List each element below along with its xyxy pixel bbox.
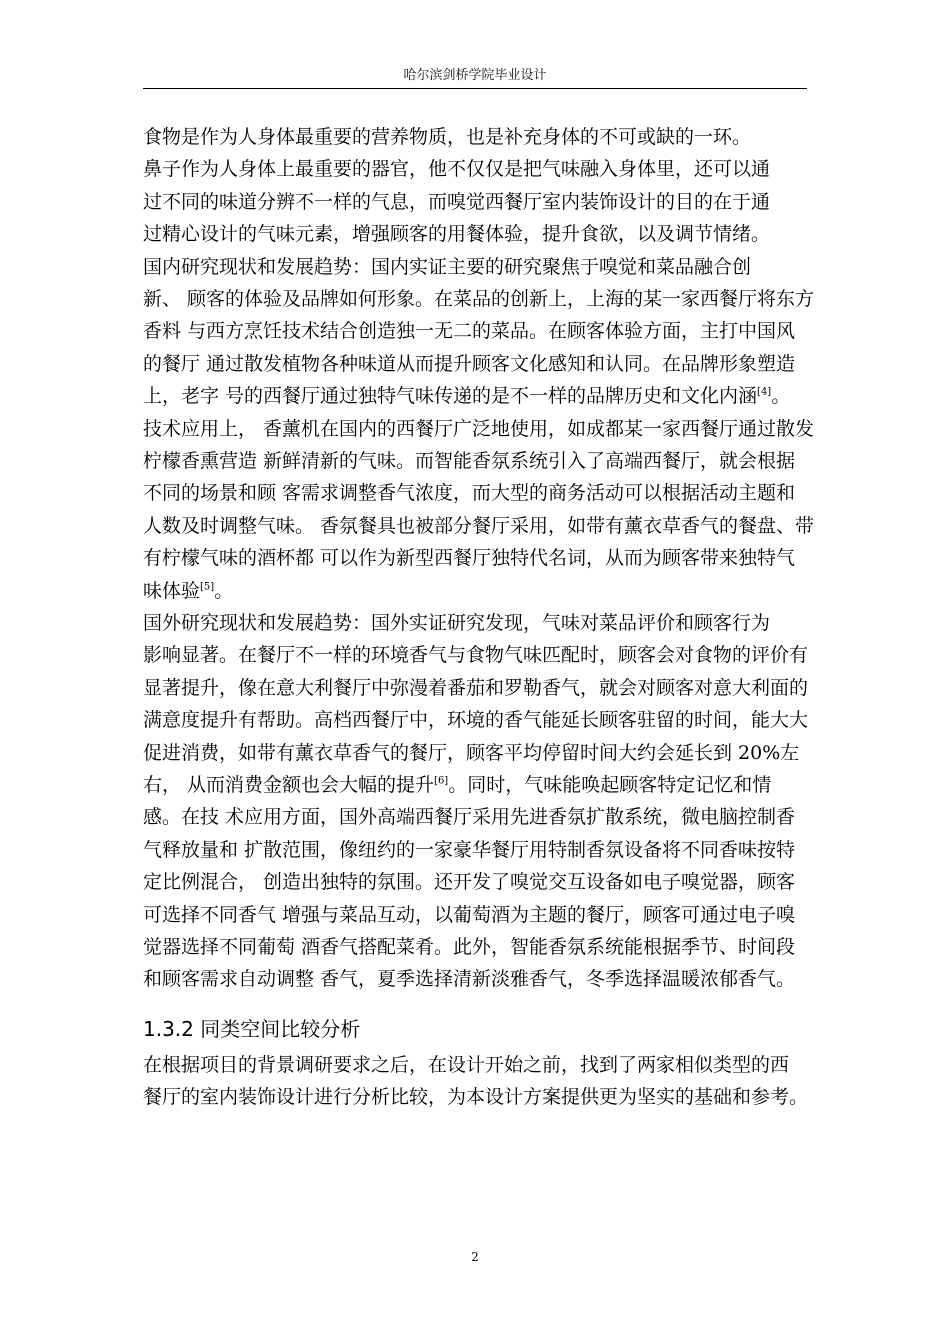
line-text: 柠檬香熏营造 新鲜清新的气味。而智能香氛系统引入了高端西餐厅，就会根据 — [143, 450, 796, 472]
text-line — [143, 125, 813, 149]
line-text: 右， 从而消费金额也会大幅的提升 — [143, 774, 435, 796]
line-text-after: 。 — [771, 385, 791, 408]
line-text: 和顾客需求自动调整 香气，夏季选择清新淡雅香气，冬季选择温暖浓郁香气。 — [143, 968, 796, 991]
line-text-after: 。同时，气味能唤起顾客特定记忆和情 — [448, 774, 772, 796]
section-heading: 1.3.2 同类空间比较分析 — [143, 1017, 361, 1041]
line-text: 食物是作为人身体最重要的营养物质，也是补充身体的不可或缺的一环。 — [143, 126, 752, 148]
text-line — [143, 1053, 813, 1077]
page-number: 2 — [471, 1250, 479, 1264]
text-line — [143, 514, 813, 538]
text-line — [143, 384, 813, 408]
text-line — [143, 157, 813, 181]
text-line — [143, 805, 813, 829]
text-line — [143, 838, 813, 862]
text-line — [143, 741, 813, 765]
line-text: 国内研究现状和发展趋势：国内实证主要的研究聚焦于嗅觉和菜品融合创 — [143, 255, 752, 278]
line-text: 国外研究现状和发展趋势：国外实证研究发现，气味对菜品评价和顾客行为 — [143, 612, 771, 634]
text-line — [143, 255, 813, 279]
line-text: 促进消费，如带有薰衣草香气的餐厅，顾客平均停留时间大约会延长到 20%左 — [143, 741, 800, 764]
line-text: 过精心设计的气味元素，增强顾客的用餐体验，提升食欲，以及调节情绪。 — [143, 223, 771, 246]
text-line — [143, 676, 813, 700]
line-text: 影响显著。在餐厅不一样的环境香气与食物气味匹配时，顾客会对食物的评价有 — [143, 644, 809, 667]
line-text: 在根据项目的背景调研要求之后，在设计开始之前，找到了两家相似类型的西 — [143, 1054, 790, 1076]
text-line — [143, 967, 813, 991]
line-text: 人数及时调整气味。 香氛餐具也被部分餐厅采用，如带有薰衣草香气的餐盘、带 — [143, 514, 815, 537]
line-text: 餐厅的室内装饰设计进行分析比较，为本设计方案提供更为坚实的基础和参考。 — [143, 1086, 809, 1109]
text-line — [143, 579, 813, 603]
line-text-after: 。 — [214, 579, 234, 602]
text-line — [143, 222, 813, 246]
line-text: 味体验 — [143, 579, 201, 602]
page-header: 哈尔滨剑桥学院毕业设计 — [403, 68, 547, 83]
text-line — [143, 352, 813, 376]
text-line — [143, 870, 813, 894]
text-line — [143, 287, 813, 311]
text-line — [143, 773, 813, 797]
line-text: 上，老字 号的西餐厅通过独特气味传递的是不一样的品牌历史和文化内涵 — [143, 385, 758, 408]
line-text: 香料 与西方烹饪技术结合创造独一无二的菜品。在顾客体验方面，主打中国风 — [143, 320, 796, 343]
header-rule — [143, 88, 807, 89]
line-text: 显著提升，像在意大利餐厅中弥漫着番茄和罗勒香气，就会对顾客对意大利面的 — [143, 676, 809, 699]
text-line — [143, 935, 813, 959]
citation-marker: [6] — [434, 775, 449, 787]
line-text: 有柠檬气味的酒杯都 可以作为新型西餐厅独特代名词，从而为顾客带来独特气 — [143, 547, 796, 570]
line-text: 的餐厅 通过散发植物各种味道从而提升顾客文化感知和认同。在品牌形象塑造 — [143, 352, 796, 375]
text-line — [143, 1085, 813, 1109]
text-line — [143, 903, 813, 927]
line-text: 不同的场景和顾 客需求调整香气浓度，而大型的商务活动可以根据活动主题和 — [143, 482, 796, 505]
line-text: 定比例混合， 创造出独特的氛围。还开发了嗅觉交互设备如电子嗅觉器，顾客 — [143, 871, 796, 894]
line-text: 新、 顾客的体验及品牌如何形象。在菜品的创新上，上海的某一家西餐厅将东方 — [143, 288, 815, 310]
text-line — [143, 190, 813, 214]
text-line — [143, 643, 813, 667]
line-text: 满意度提升有帮助。高档西餐厅中，环境的香气能延长顾客驻留的时间，能大大 — [143, 709, 809, 732]
text-line — [143, 319, 813, 343]
line-text: 觉器选择不同葡萄 酒香气搭配菜肴。此外，智能香氛系统能根据季节、时间段 — [143, 936, 796, 958]
citation-marker: [5] — [200, 581, 215, 593]
line-text: 气释放量和 扩散范围，像纽约的一家豪华餐厅用特制香氛设备将不同香味按特 — [143, 838, 796, 861]
text-line — [143, 708, 813, 732]
text-line — [143, 481, 813, 505]
text-line — [143, 449, 813, 473]
line-text: 过不同的味道分辨不一样的气息，而嗅觉西餐厅室内装饰设计的目的在于通 — [143, 190, 771, 213]
citation-marker: [4] — [757, 386, 772, 398]
line-text: 感。在技 术应用方面，国外高端西餐厅采用先进香氛扩散系统，微电脑控制香 — [143, 806, 796, 829]
text-line — [143, 546, 813, 570]
line-text: 鼻子作为人身体上最重要的器官，他不仅仅是把气味融入身体里，还可以通 — [143, 158, 771, 181]
line-text: 技术应用上， 香薰机在国内的西餐厅广泛地使用，如成都某一家西餐厅通过散发 — [143, 417, 815, 440]
line-text: 可选择不同香气 增强与菜品互动，以葡萄酒为主题的餐厅，顾客可通过电子嗅 — [143, 903, 796, 926]
text-line — [143, 611, 813, 635]
text-line — [143, 417, 813, 441]
